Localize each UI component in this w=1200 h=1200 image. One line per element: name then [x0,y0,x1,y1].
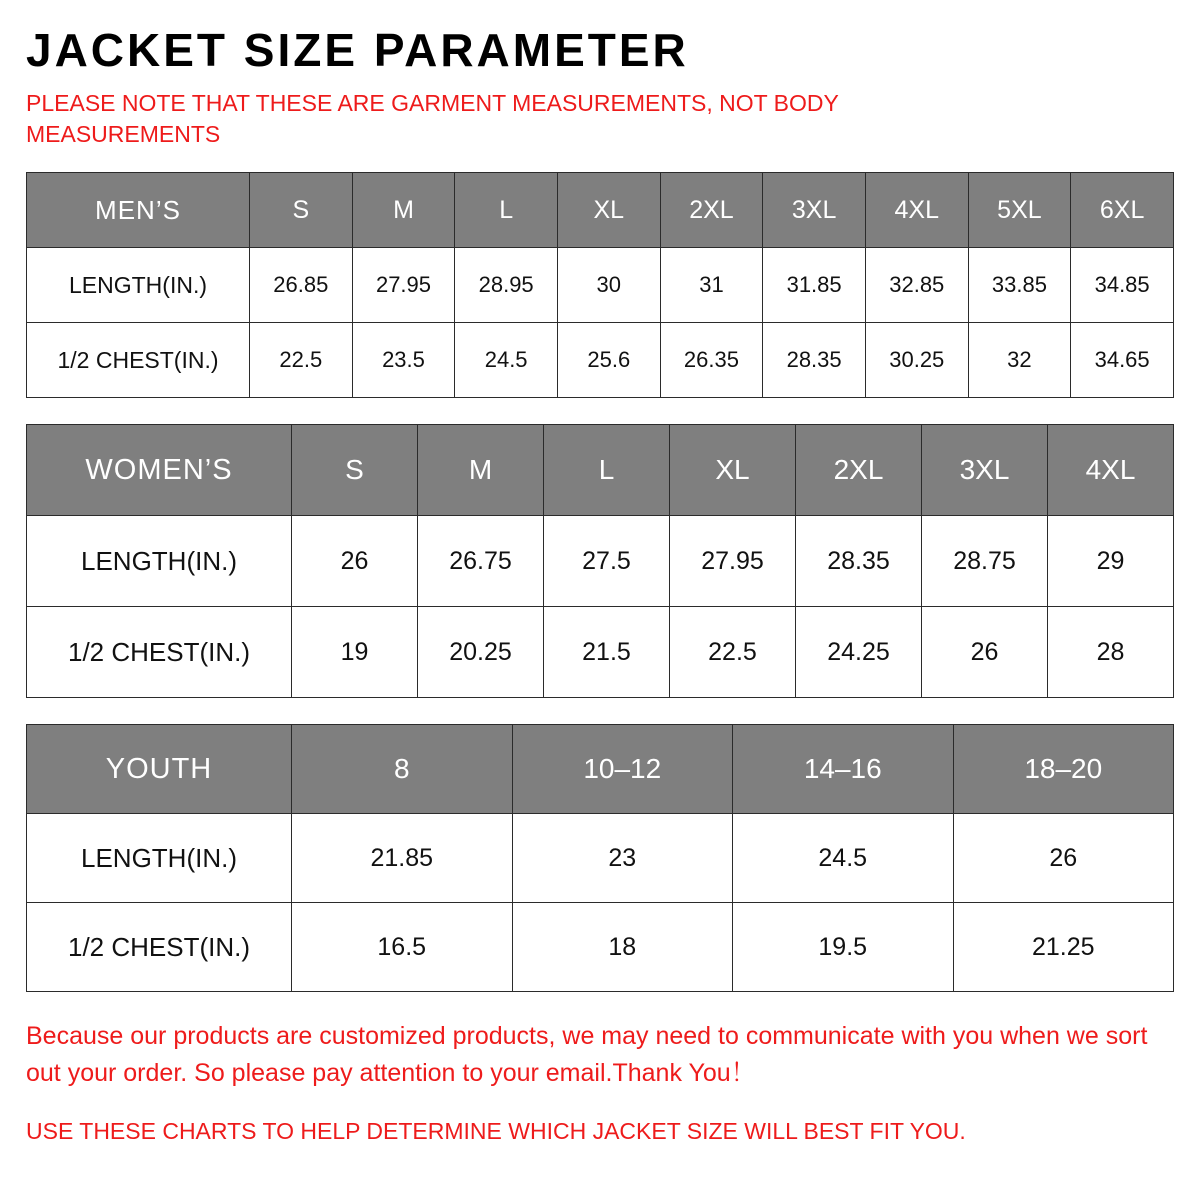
mens-col-l: L [455,173,558,248]
mens-col-s: S [250,173,353,248]
womens-col-m: M [418,425,544,516]
table-row [27,323,1174,398]
table-row [27,516,1174,607]
youth-chest-8: 16.5 [292,903,513,992]
womens-length-3xl: 28.75 [922,516,1048,607]
customization-note: Because our products are customized products, we may need to communicate with you when we sort out your order. So please pay attention to your email.Thank You！ [26,1022,1148,1087]
womens-chest-xl: 22.5 [670,607,796,698]
womens-length-l: 27.5 [544,516,670,607]
womens-chest-s: 19 [292,607,418,698]
womens-col-s: S [292,425,418,516]
youth-length-14-16: 24.5 [733,814,954,903]
mens-length-6xl: 34.85 [1071,248,1174,323]
table-row [27,248,1174,323]
table-header-row [27,425,1174,516]
mens-size-table [26,172,1174,398]
chart-usage-note: USE THESE CHARTS TO HELP DETERMINE WHICH JACKET SIZE WILL BEST FIT YOU. [26,1117,966,1144]
mens-col-4xl: 4XL [865,173,968,248]
youth-length-10-12: 23 [512,814,733,903]
womens-length-2xl: 28.35 [796,516,922,607]
womens-chest-3xl: 26 [922,607,1048,698]
womens-col-l: L [544,425,670,516]
youth-col-14-16: 14–16 [733,725,954,814]
mens-chest-m: 23.5 [352,323,455,398]
womens-col-3xl: 3XL [922,425,1048,516]
womens-col-4xl: 4XL [1048,425,1174,516]
mens-chest-5xl: 32 [968,323,1071,398]
mens-col-xl: XL [557,173,660,248]
womens-length-m: 26.75 [418,516,544,607]
mens-length-xl: 30 [557,248,660,323]
mens-chest-3xl: 28.35 [763,323,866,398]
mens-chest-6xl: 34.65 [1071,323,1174,398]
womens-length-s: 26 [292,516,418,607]
womens-chest-l: 21.5 [544,607,670,698]
womens-length-4xl: 29 [1048,516,1174,607]
mens-row-chest-label: 1/2 CHEST(IN.) [27,323,250,398]
youth-col-10-12: 10–12 [512,725,733,814]
page-title: JACKET SIZE PARAMETER [26,24,689,76]
youth-length-8: 21.85 [292,814,513,903]
mens-col-m: M [352,173,455,248]
mens-chest-s: 22.5 [250,323,353,398]
mens-length-m: 27.95 [352,248,455,323]
womens-size-table [26,424,1174,698]
womens-length-xl: 27.95 [670,516,796,607]
womens-chest-2xl: 24.25 [796,607,922,698]
mens-table-label: MEN’S [27,173,250,248]
womens-row-chest-label: 1/2 CHEST(IN.) [27,607,292,698]
mens-length-5xl: 33.85 [968,248,1071,323]
mens-length-s: 26.85 [250,248,353,323]
table-row [27,814,1174,903]
womens-col-2xl: 2XL [796,425,922,516]
mens-length-3xl: 31.85 [763,248,866,323]
youth-length-18-20: 26 [953,814,1174,903]
youth-row-chest-label: 1/2 CHEST(IN.) [27,903,292,992]
mens-length-4xl: 32.85 [865,248,968,323]
youth-chest-14-16: 19.5 [733,903,954,992]
youth-col-8: 8 [292,725,513,814]
youth-size-table [26,724,1174,992]
mens-length-2xl: 31 [660,248,763,323]
mens-chest-xl: 25.6 [557,323,660,398]
womens-chest-m: 20.25 [418,607,544,698]
youth-chest-10-12: 18 [512,903,733,992]
table-header-row [27,725,1174,814]
youth-col-18-20: 18–20 [953,725,1174,814]
mens-col-3xl: 3XL [763,173,866,248]
mens-chest-2xl: 26.35 [660,323,763,398]
mens-col-5xl: 5XL [968,173,1071,248]
womens-chest-4xl: 28 [1048,607,1174,698]
womens-table-label: WOMEN’S [27,425,292,516]
mens-chest-4xl: 30.25 [865,323,968,398]
youth-chest-18-20: 21.25 [953,903,1174,992]
youth-table-label: YOUTH [27,725,292,814]
table-row [27,607,1174,698]
measurement-note: PLEASE NOTE THAT THESE ARE GARMENT MEASUREMENTS, NOT BODY MEASUREMENTS [26,90,839,148]
youth-row-length-label: LENGTH(IN.) [27,814,292,903]
mens-col-6xl: 6XL [1071,173,1174,248]
mens-length-l: 28.95 [455,248,558,323]
mens-chest-l: 24.5 [455,323,558,398]
mens-row-length-label: LENGTH(IN.) [27,248,250,323]
table-header-row [27,173,1174,248]
womens-col-xl: XL [670,425,796,516]
mens-col-2xl: 2XL [660,173,763,248]
table-row [27,903,1174,992]
womens-row-length-label: LENGTH(IN.) [27,516,292,607]
